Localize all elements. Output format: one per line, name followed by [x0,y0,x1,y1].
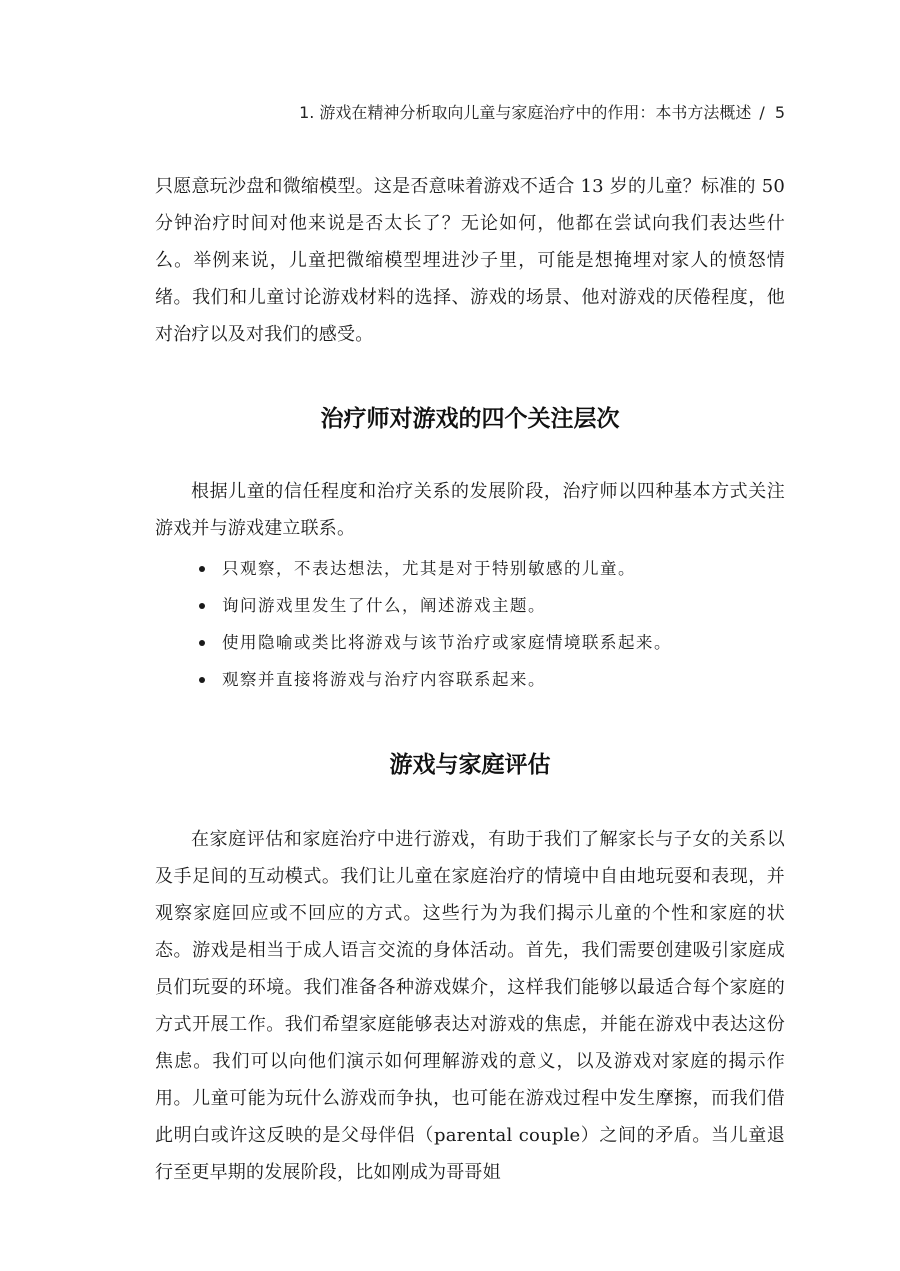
section-heading-four-levels: 治疗师对游戏的四个关注层次 [320,406,620,432]
header-separator: / [759,103,765,122]
list-item-text: 只观察，不表达想法，尤其是对于特别敏感的儿童。 [222,559,636,578]
running-header [299,100,785,123]
list-item-text: 询问游戏里发生了什么，阐述游戏主题。 [222,596,546,615]
paragraph-four-levels-intro: 根据儿童的信任程度和治疗关系的发展阶段，治疗师以四种基本方式关注游戏并与游戏建立联系。 [155,481,785,539]
bullet-icon [199,677,205,683]
page-content [155,168,785,1191]
list-item-text: 观察并直接将游戏与治疗内容联系起来。 [222,670,546,689]
list-item [155,624,785,661]
list-item-text: 使用隐喻或类比将游戏与该节治疗或家庭情境联系起来。 [222,633,672,652]
page-number: 5 [774,103,785,122]
list-item [155,550,785,587]
list-item [155,661,785,698]
paragraph-family-assessment: 在家庭评估和家庭治疗中进行游戏，有助于我们了解家长与子女的关系以及手足间的互动模式。我们让儿童在家庭治疗的情境中自由地玩耍和表现，并观察家庭回应或不回应的方式。这些行为为我们揭示儿童的个性和家庭的状态。游戏是相当于成人语言交流的身体活动。首先，我们需要创建吸引家庭成员们玩耍的环境。我们准备各种游戏媒介，这样我们能够以最适合每个家庭的方式开展工作。我们希望家庭能够表达对游戏的焦虑，并能在游戏中表达这份焦虑。我们可以向他们演示如何理解游戏的意义，以及游戏对家庭的揭示作用。儿童可能为玩什么游戏而争执，也可能在游戏过程中发生摩擦，而我们借此明白或许这反映的是父母伴侣（parental couple）之间的矛盾。当儿童退行至更早期的发展阶段，比如刚成为哥哥姐 [155,829,785,1183]
bullet-icon [199,640,205,646]
bullet-list [155,550,785,698]
section-heading-family-assessment: 游戏与家庭评估 [389,752,551,778]
bullet-icon [199,603,205,609]
chapter-title: 1. 游戏在精神分析取向儿童与家庭治疗中的作用：本书方法概述 [299,103,752,122]
bullet-icon [199,566,205,572]
list-item [155,587,785,624]
paragraph-continued: 只愿意玩沙盘和微缩模型。这是否意味着游戏不适合 13 岁的儿童？标准的 50 分钟治疗时间对他来说是否太长了？无论如何，他都在尝试向我们表达些什么。举例来说，儿童把微缩模型埋进沙子里，可能是想掩埋对家人的愤怒情绪。我们和儿童讨论游戏材料的选择、游戏的场景、他对游戏的厌倦程度，他对治疗以及对我们的感受。 [155,176,785,345]
